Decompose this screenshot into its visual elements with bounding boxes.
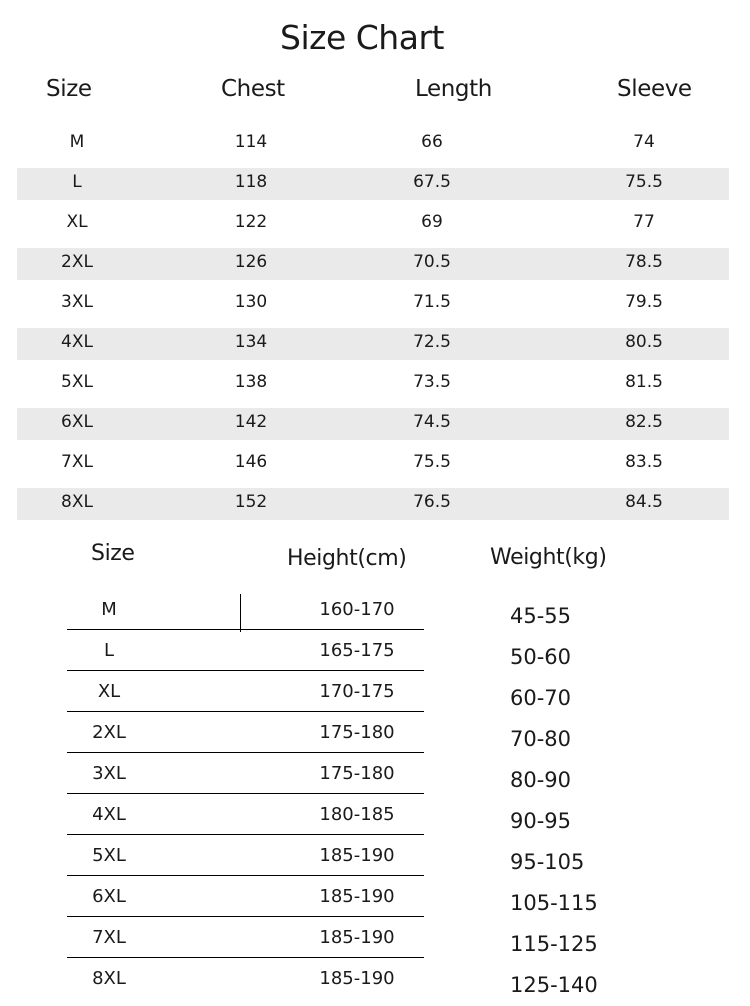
cell-height: 180-185 <box>319 804 395 825</box>
cell-weight: 70-80 <box>510 727 572 751</box>
cell-weight: 45-55 <box>510 604 572 628</box>
table-row <box>67 958 607 999</box>
header-size: Size <box>46 76 92 102</box>
page-title: Size Chart <box>280 18 444 57</box>
cell-size: 5XL <box>61 372 93 392</box>
table-row <box>67 630 607 671</box>
cell-sleeve: 83.5 <box>625 452 663 472</box>
measurement-rows <box>17 122 729 522</box>
cell-weight: 90-95 <box>510 809 572 833</box>
table-row <box>17 362 729 402</box>
cell-weight: 105-115 <box>510 891 598 915</box>
cell-chest: 152 <box>234 492 268 512</box>
cell-height: 175-180 <box>319 722 395 743</box>
table-row <box>67 876 607 917</box>
header-weight: Weight(kg) <box>490 545 607 570</box>
table-row <box>67 835 607 876</box>
cell-size: 5XL <box>92 845 126 866</box>
cell-length: 66 <box>421 132 443 152</box>
cell-weight: 60-70 <box>510 686 572 710</box>
cell-weight: 125-140 <box>510 973 598 997</box>
cell-chest: 134 <box>234 332 268 352</box>
cell-length: 74.5 <box>413 412 451 432</box>
table-row <box>17 322 729 362</box>
row-shading <box>17 248 729 280</box>
cell-size: 3XL <box>61 292 93 312</box>
cell-length: 67.5 <box>413 172 451 192</box>
cell-size: 8XL <box>92 968 126 989</box>
cell-sleeve: 81.5 <box>625 372 663 392</box>
cell-height: 170-175 <box>319 681 395 702</box>
header-sleeve: Sleeve <box>617 76 692 102</box>
table-row <box>67 753 607 794</box>
header-length: Length <box>415 76 492 102</box>
cell-sleeve: 78.5 <box>625 252 663 272</box>
cell-height: 165-175 <box>319 640 395 661</box>
table-row <box>67 917 607 958</box>
row-shading <box>17 408 729 440</box>
table-row <box>17 122 729 162</box>
cell-size: 4XL <box>61 332 93 352</box>
cell-length: 71.5 <box>413 292 451 312</box>
cell-size: 7XL <box>92 927 126 948</box>
cell-size: L <box>72 172 82 192</box>
cell-weight: 115-125 <box>510 932 598 956</box>
cell-chest: 138 <box>234 372 268 392</box>
body-size-rows <box>67 589 607 999</box>
cell-size: M <box>101 599 117 620</box>
table-row <box>67 712 607 753</box>
cell-length: 75.5 <box>413 452 451 472</box>
cell-size: 7XL <box>61 452 93 472</box>
row-shading <box>17 488 729 520</box>
cell-height: 185-190 <box>319 845 395 866</box>
cell-length: 73.5 <box>413 372 451 392</box>
cell-chest: 118 <box>234 172 268 192</box>
table-row <box>17 242 729 282</box>
cell-height: 160-170 <box>319 599 395 620</box>
cell-height: 185-190 <box>319 968 395 989</box>
cell-length: 72.5 <box>413 332 451 352</box>
header-height: Height(cm) <box>287 546 407 571</box>
cell-sleeve: 82.5 <box>625 412 663 432</box>
cell-size: 3XL <box>92 763 126 784</box>
table-row <box>67 589 607 630</box>
cell-sleeve: 77 <box>633 212 655 232</box>
cell-chest: 114 <box>234 132 268 152</box>
cell-size: XL <box>97 681 121 702</box>
cell-chest: 126 <box>234 252 268 272</box>
table-row <box>17 442 729 482</box>
cell-length: 69 <box>421 212 443 232</box>
cell-height: 175-180 <box>319 763 395 784</box>
cell-sleeve: 84.5 <box>625 492 663 512</box>
cell-chest: 142 <box>234 412 268 432</box>
cell-height: 185-190 <box>319 886 395 907</box>
cell-chest: 146 <box>234 452 268 472</box>
row-shading <box>17 328 729 360</box>
cell-size: 8XL <box>61 492 93 512</box>
cell-weight: 95-105 <box>510 850 585 874</box>
cell-size: XL <box>66 212 88 232</box>
cell-weight: 80-90 <box>510 768 572 792</box>
cell-size: L <box>103 640 115 661</box>
header-body-size: Size <box>91 541 135 566</box>
cell-sleeve: 79.5 <box>625 292 663 312</box>
cell-size: 4XL <box>92 804 126 825</box>
cell-size: 2XL <box>61 252 93 272</box>
cell-size: 6XL <box>92 886 126 907</box>
table-row <box>67 794 607 835</box>
row-shading <box>17 168 729 200</box>
cell-sleeve: 75.5 <box>625 172 663 192</box>
cell-length: 76.5 <box>413 492 451 512</box>
cell-weight: 50-60 <box>510 645 572 669</box>
cell-length: 70.5 <box>413 252 451 272</box>
cell-height: 185-190 <box>319 927 395 948</box>
table-row <box>17 282 729 322</box>
cell-size: M <box>69 132 85 152</box>
cell-sleeve: 74 <box>633 132 655 152</box>
cell-size: 6XL <box>61 412 93 432</box>
cell-size: 2XL <box>92 722 126 743</box>
cell-sleeve: 80.5 <box>625 332 663 352</box>
table-row <box>17 402 729 442</box>
header-chest: Chest <box>221 76 285 102</box>
table-row <box>17 162 729 202</box>
table-row <box>17 482 729 522</box>
table-row <box>67 671 607 712</box>
cell-chest: 122 <box>234 212 268 232</box>
cell-chest: 130 <box>234 292 268 312</box>
table-row <box>17 202 729 242</box>
